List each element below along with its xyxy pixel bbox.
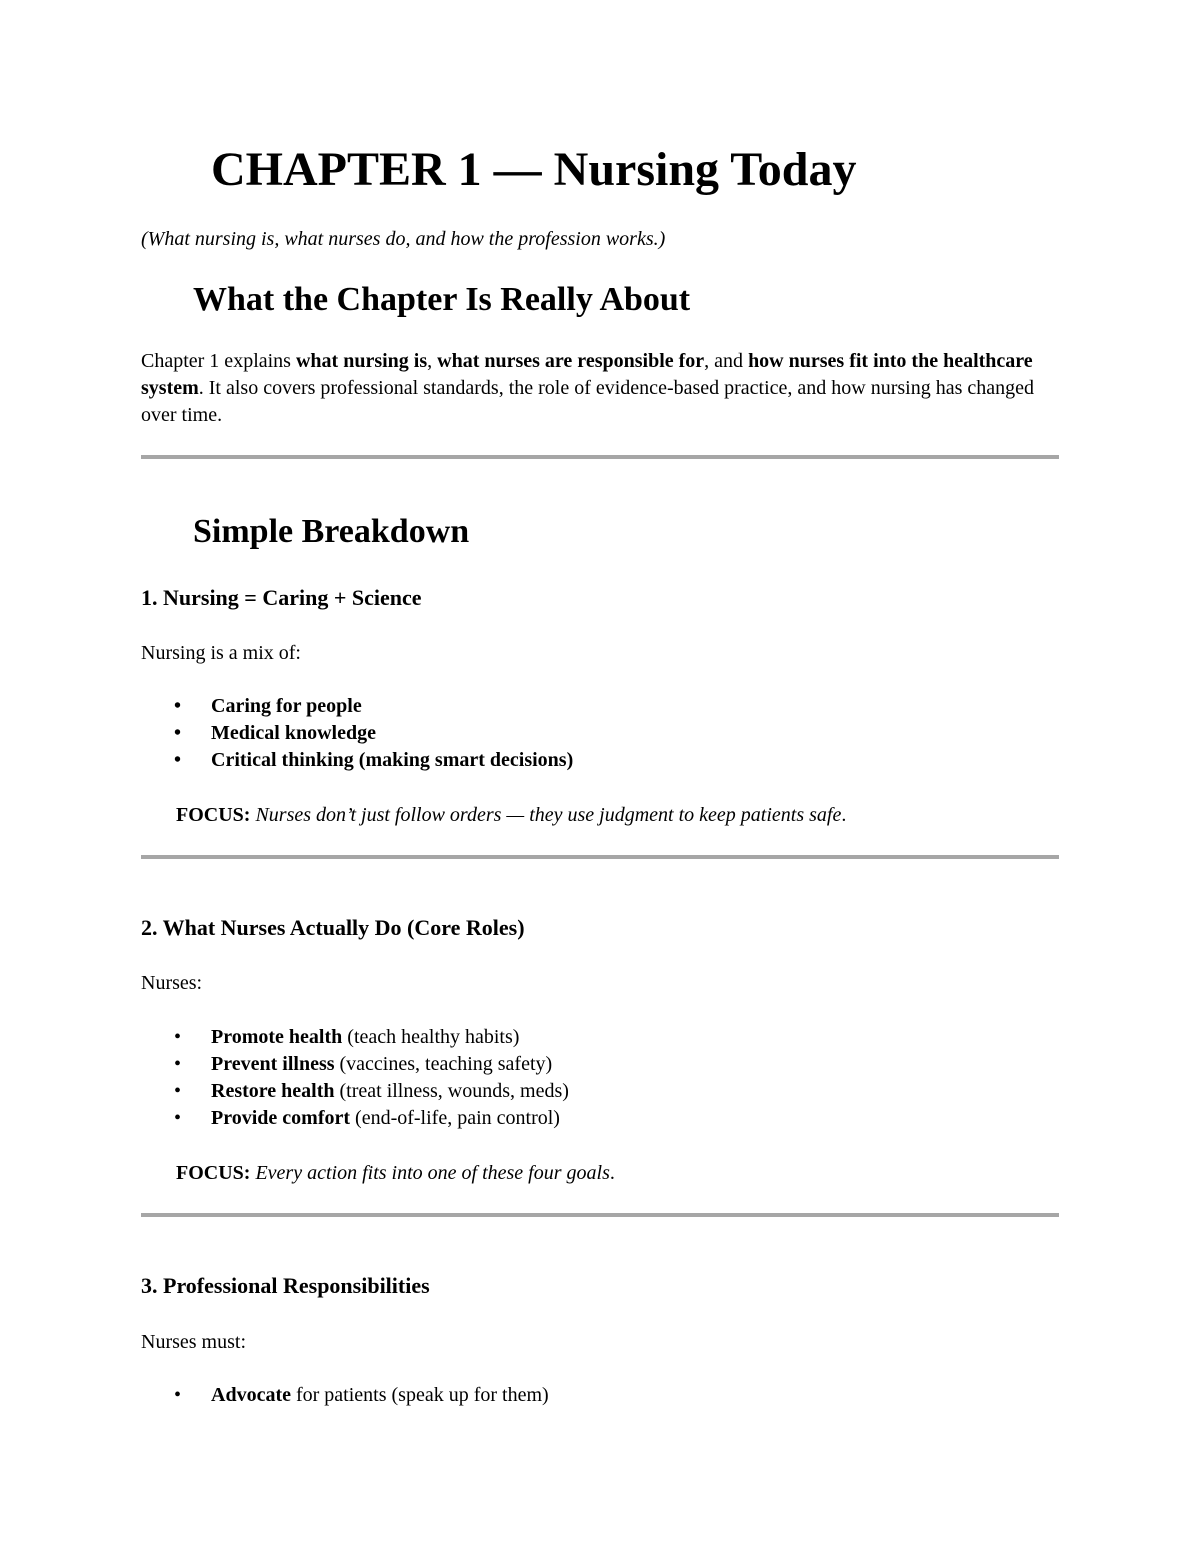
about-sep-2: , and — [704, 350, 749, 372]
section1-lead: Nursing is a mix of: — [141, 642, 301, 664]
section1-list — [141, 693, 573, 774]
list-item-text: (end-of-life, pain control) — [350, 1107, 560, 1129]
list-item — [141, 1382, 549, 1409]
section2-heading: 2. What Nurses Actually Do (Core Roles) — [141, 915, 525, 940]
bullet-icon: • — [174, 722, 182, 744]
about-rest: . It also covers professional standards, the role of evidence-based practice, and how nursing has changed over time. — [141, 377, 1035, 426]
list-item — [141, 693, 573, 720]
divider-rule — [141, 1213, 1059, 1217]
section2-focus — [176, 1160, 615, 1186]
chapter-title: CHAPTER 1 — Nursing Today — [211, 143, 857, 196]
about-bold-what-nursing-is: what nursing is — [295, 350, 428, 372]
bullet-icon: • — [174, 1026, 182, 1048]
about-heading: What the Chapter Is Really About — [193, 281, 691, 318]
list-item-text: Caring for people — [211, 695, 362, 717]
list-item-bold: Promote health — [211, 1026, 343, 1048]
about-sep-1: , — [427, 350, 438, 372]
list-item — [141, 1024, 569, 1051]
section2-list — [141, 1024, 569, 1132]
list-item-bold: Prevent illness — [211, 1053, 335, 1075]
list-item-text: Medical knowledge — [211, 722, 376, 744]
chapter-subtitle: (What nursing is, what nurses do, and how the profession works.) — [141, 228, 666, 250]
section1-heading: 1. Nursing = Caring + Science — [141, 585, 422, 610]
list-item — [141, 1078, 569, 1105]
list-item-bold: Provide comfort — [211, 1107, 351, 1129]
list-item-text: (treat illness, wounds, meds) — [334, 1080, 569, 1102]
about-intro: Chapter 1 explains — [141, 350, 296, 372]
bullet-icon: • — [174, 1384, 182, 1406]
focus-label: FOCUS: — [176, 804, 251, 826]
list-item-text: Critical thinking (making smart decisions) — [211, 749, 574, 771]
bullet-icon: • — [174, 1053, 182, 1075]
focus-text: Every action fits into one of these four goals — [250, 1162, 610, 1184]
about-paragraph — [141, 348, 1071, 429]
bullet-icon: • — [174, 1080, 182, 1102]
divider-rule — [141, 455, 1059, 459]
section3-list — [141, 1382, 549, 1409]
focus-label: FOCUS: — [176, 1162, 251, 1184]
list-item — [141, 720, 573, 747]
bullet-icon: • — [174, 1107, 182, 1129]
focus-end: . — [841, 804, 847, 826]
about-bold-responsibilities: what nurses are responsible for — [437, 350, 705, 372]
list-item — [141, 1051, 569, 1078]
list-item-text: (vaccines, teaching safety) — [334, 1053, 553, 1075]
section2-lead: Nurses: — [141, 972, 203, 994]
bullet-icon: • — [174, 695, 182, 717]
list-item-bold: Restore health — [211, 1080, 335, 1102]
bullet-icon: • — [174, 749, 182, 771]
about-bold-healthcare-system: how nurses fit into the healthcare system — [141, 350, 1033, 399]
list-item — [141, 747, 573, 774]
breakdown-heading: Simple Breakdown — [193, 513, 470, 550]
focus-text: Nurses don’t just follow orders — they use judgment to keep patients safe — [250, 804, 842, 826]
focus-end: . — [609, 1162, 615, 1184]
list-item-text: (teach healthy habits) — [342, 1026, 520, 1048]
section1-focus — [176, 802, 846, 828]
list-item-bold: Advocate — [211, 1384, 291, 1406]
list-item — [141, 1105, 569, 1132]
list-item-text: for patients (speak up for them) — [290, 1384, 549, 1406]
section3-lead: Nurses must: — [141, 1331, 246, 1353]
divider-rule — [141, 855, 1059, 859]
section3-heading: 3. Professional Responsibilities — [141, 1273, 430, 1298]
